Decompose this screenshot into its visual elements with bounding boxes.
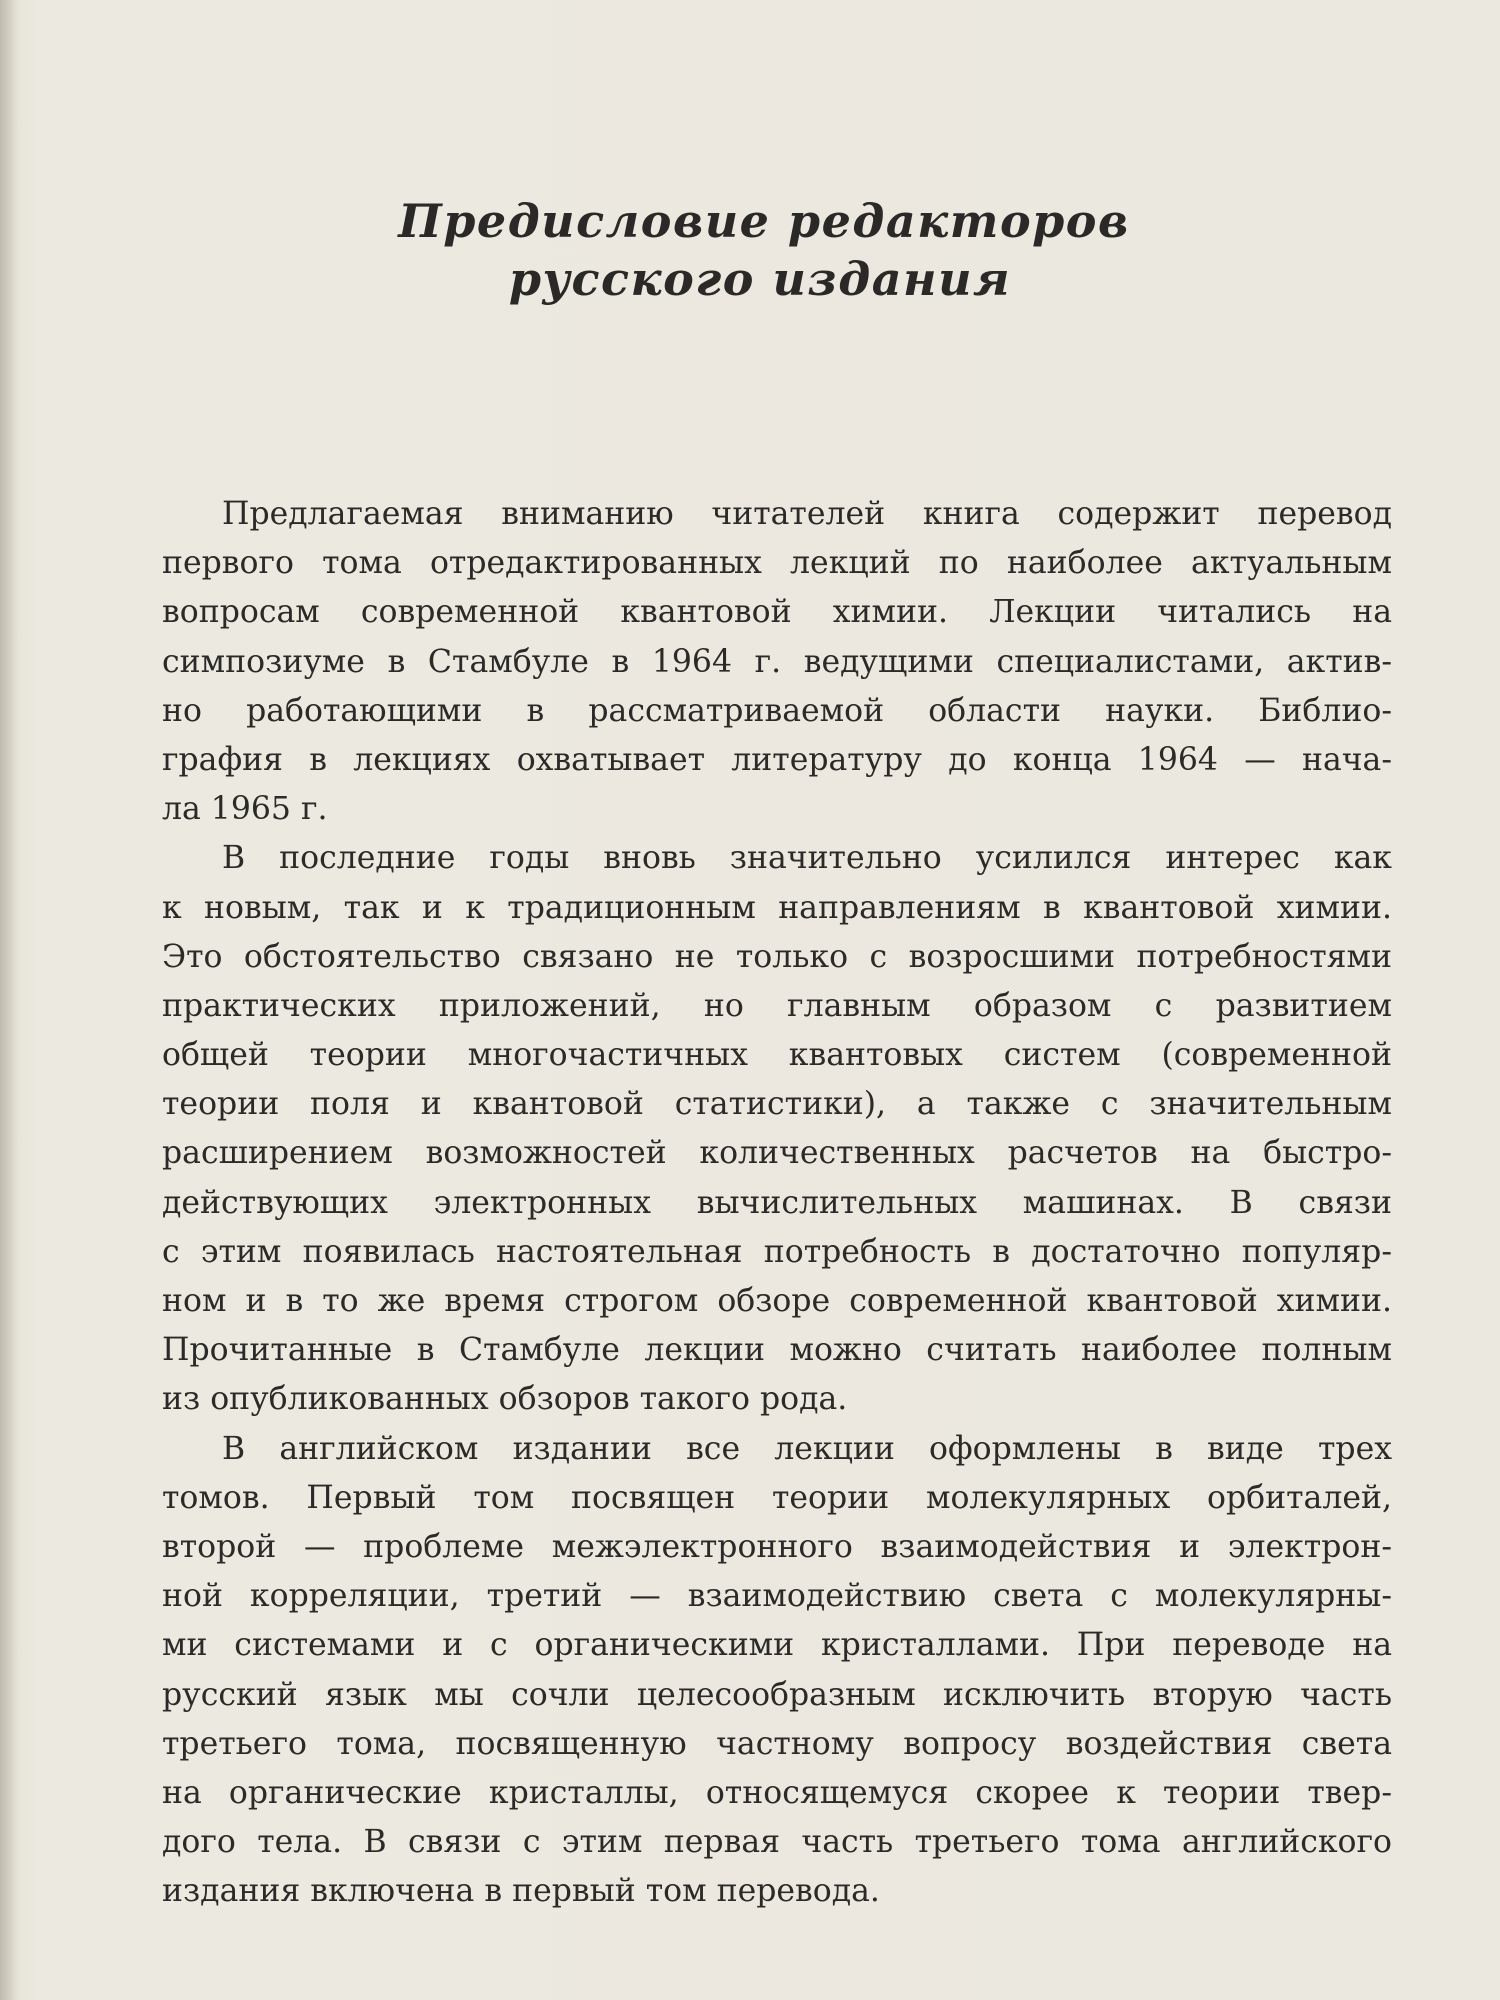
paragraph-2-line-7: расширением возможностей количественных расчетов на быстро- <box>162 1135 1392 1172</box>
paragraph-2-line-1: В последние годы вновь значительно усилился интерес как <box>222 840 1392 877</box>
paragraph-2-line-9: с этим появилась настоятельная потребность в достаточно популяр- <box>162 1233 1392 1270</box>
paragraph-3-line-3: второй — проблеме межэлектронного взаимодействия и электрон- <box>162 1528 1392 1565</box>
preface-title-line-1: Предисловие редакторов <box>398 194 1130 248</box>
preface-title-line-2: русского издания <box>508 252 1012 306</box>
paragraph-3-line-5: ми системами и с органическими кристаллами. При переводе на <box>162 1627 1392 1664</box>
paragraph-2-line-6: теории поля и квантовой статистики), а также с значительным <box>162 1086 1392 1123</box>
paragraph-3-line-9: дого тела. В связи с этим первая часть третьего тома английского <box>162 1824 1392 1861</box>
paragraph-3-line-4: ной корреляции, третий — взаимодействию света с молекулярны- <box>162 1578 1392 1615</box>
paragraph-2-line-3: Это обстоятельство связано не только с возросшими потребностями <box>162 938 1392 975</box>
paragraph-1-line-4: симпозиуме в Стамбуле в 1964 г. ведущими специалистами, актив- <box>162 643 1392 680</box>
paragraph-1-line-2: первого тома отредактированных лекций по наиболее актуальным <box>162 545 1392 582</box>
paragraph-2-line-2: к новым, так и к традиционным направлениям в квантовой химии. <box>162 889 1392 926</box>
paragraph-1-line-3: вопросам современной квантовой химии. Лекции читались на <box>162 594 1392 631</box>
paragraph-3-line-6: русский язык мы сочли целесообразным исключить вторую часть <box>162 1676 1392 1713</box>
paragraph-2-line-8: действующих электронных вычислительных машинах. В связи <box>162 1184 1392 1221</box>
paragraph-2-line-10: ном и в то же время строгом обзоре современной квантовой химии. <box>162 1283 1392 1319</box>
paragraph-3-line-1: В английском издании все лекции оформлены в виде трех <box>222 1430 1392 1467</box>
paragraph-1-line-7: ла 1965 г. <box>162 791 328 828</box>
paragraph-3-line-7: третьего тома, посвященную частному вопросу воздействия света <box>162 1725 1392 1762</box>
paragraph-3-line-8: на органические кристаллы, относящемуся скорее к теории твер- <box>162 1774 1392 1811</box>
preface-body <box>162 490 1392 1916</box>
paragraph-2-line-12: из опубликованных обзоров такого рода. <box>162 1381 848 1418</box>
paragraph-3-line-2: томов. Первый том посвящен теории молекулярных орбиталей, <box>162 1479 1392 1516</box>
paragraph-1-line-6: графия в лекциях охватывает литературу до конца 1964 — нача- <box>162 741 1392 778</box>
paragraph-1-line-1: Предлагаемая вниманию читателей книга содержит перевод <box>222 496 1392 532</box>
paragraph-3-line-10: издания включена в первый том перевода. <box>162 1873 880 1910</box>
paragraph-2-line-4: практических приложений, но главным образом с развитием <box>162 987 1392 1024</box>
paragraph-2-line-11: Прочитанные в Стамбуле лекции можно считать наиболее полным <box>162 1332 1392 1369</box>
paragraph-1-line-5: но работающими в рассматриваемой области науки. Библио- <box>162 692 1392 729</box>
paragraph-2-line-5: общей теории многочастичных квантовых систем (современной <box>162 1037 1392 1074</box>
